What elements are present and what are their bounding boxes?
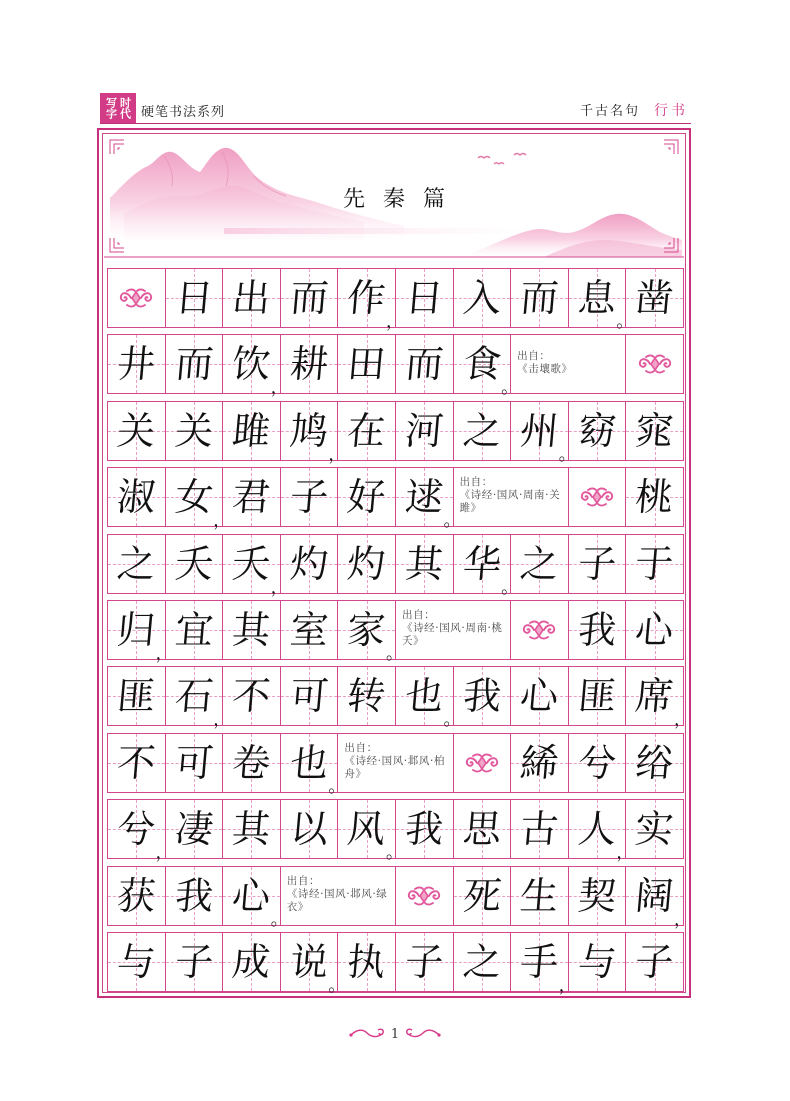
practice-cell [511, 933, 576, 996]
practice-character: 与 [576, 939, 618, 984]
series-title: 硬笔书法系列 [141, 105, 226, 120]
practice-character: 说 [288, 939, 331, 984]
practice-character: 日 [403, 276, 446, 320]
practice-character: 我 [403, 807, 446, 852]
practice-cell [396, 800, 454, 858]
practice-cell [626, 535, 684, 593]
source-reference: 《诗经·国风·周南·桃夭》 [401, 621, 503, 647]
practice-character: 田 [345, 342, 388, 387]
practice-character: 于 [633, 541, 676, 586]
section-title: 先秦篇 [342, 187, 463, 212]
practice-cell [511, 402, 576, 465]
book-title [580, 100, 688, 120]
practice-character: 灼 [288, 541, 331, 586]
practice-cell [166, 468, 231, 532]
practice-character: 灼 [345, 541, 388, 586]
practice-character: 绤 [633, 740, 676, 785]
practice-character: 石 [172, 674, 215, 719]
practice-cell [626, 734, 684, 792]
practice-character: 阔 [633, 873, 676, 918]
practice-character: 风 [345, 807, 388, 852]
practice-cell [108, 601, 173, 664]
practice-character: 其 [403, 541, 446, 586]
practice-cell [626, 867, 691, 930]
practice-character: 我 [172, 873, 215, 918]
practice-character: 其 [230, 807, 273, 852]
practice-character: 人 [576, 807, 618, 852]
practice-cell [281, 535, 339, 593]
punctuation-mark: 。 [443, 710, 461, 731]
practice-character: 思 [460, 807, 503, 852]
practice-row [107, 334, 684, 399]
practice-cell [281, 800, 339, 858]
practice-character: 子 [633, 939, 676, 984]
punctuation-mark: ， [673, 710, 691, 731]
practice-cell [223, 601, 281, 659]
practice-character: 州 [518, 408, 561, 453]
source-label: 出自： [517, 349, 551, 362]
practice-cell [223, 933, 281, 991]
source-note-cell [338, 734, 453, 792]
practice-character: 出 [230, 276, 273, 320]
practice-character: 以 [288, 807, 331, 852]
practice-cell [108, 335, 166, 393]
practice-character: 可 [288, 674, 331, 719]
practice-cell [166, 800, 224, 858]
practice-cell [338, 933, 396, 991]
practice-cell [626, 601, 684, 659]
ornament-cell [569, 468, 627, 526]
practice-cell [626, 667, 691, 731]
practice-character: 匪 [115, 674, 158, 719]
practice-cell [281, 269, 339, 327]
ornament-icon [405, 885, 443, 907]
punctuation-mark: ， [155, 843, 173, 864]
practice-character: 匪 [576, 674, 618, 719]
practice-cell [569, 734, 627, 792]
practice-cell [396, 335, 454, 393]
practice-character: 心 [230, 873, 273, 918]
practice-character: 也 [403, 674, 446, 719]
punctuation-mark: ， [270, 577, 288, 598]
practice-character: 鸠 [288, 408, 331, 453]
practice-character: 与 [115, 939, 158, 984]
source-reference: 《诗经·国风·周南·关雎》 [459, 489, 561, 515]
practice-cell [338, 468, 396, 526]
practice-cell [511, 867, 569, 925]
practice-character: 之 [115, 541, 158, 586]
practice-row [107, 799, 684, 864]
footer-swirl-right-icon [405, 1026, 443, 1042]
source-note [338, 734, 452, 792]
practice-cell [223, 867, 288, 930]
practice-character: 其 [230, 607, 273, 652]
practice-character: 死 [460, 873, 503, 918]
practice-character: 之 [518, 541, 561, 586]
practice-character: 子 [576, 541, 618, 586]
practice-cell [626, 468, 684, 526]
source-label: 出自： [459, 476, 493, 489]
practice-character: 女 [172, 475, 215, 520]
practice-cell [454, 933, 512, 991]
practice-character: 在 [345, 408, 388, 453]
practice-character: 井 [115, 342, 158, 387]
practice-cell [626, 269, 684, 327]
practice-cell [454, 667, 512, 725]
practice-cell [511, 800, 569, 858]
practice-character: 而 [518, 276, 561, 320]
practice-row [107, 467, 684, 532]
practice-cell [454, 535, 519, 598]
practice-cell [108, 667, 166, 725]
practice-character: 絺 [518, 740, 561, 785]
practice-cell [338, 800, 403, 864]
practice-cell [281, 601, 339, 659]
practice-cell [223, 667, 281, 725]
page-number: 1 [390, 1026, 400, 1042]
practice-cell [454, 402, 512, 460]
practice-cell [569, 269, 634, 332]
punctuation-mark: 。 [385, 843, 403, 864]
practice-cell [166, 601, 224, 659]
practice-cell [223, 800, 281, 858]
practice-cell [281, 335, 339, 393]
punctuation-mark: ， [673, 909, 691, 930]
practice-character: 而 [403, 342, 446, 387]
practice-character: 关 [172, 408, 215, 453]
practice-character: 入 [460, 276, 503, 320]
source-label: 出自： [286, 874, 321, 887]
practice-character: 华 [460, 541, 503, 586]
practice-character: 雎 [230, 408, 273, 453]
practice-character: 好 [345, 475, 388, 520]
punctuation-mark: ， [213, 511, 231, 532]
practice-row [107, 666, 691, 731]
source-note [396, 601, 510, 659]
practice-cell [569, 402, 627, 460]
source-label: 出自： [401, 608, 436, 621]
punctuation-mark: 。 [385, 643, 403, 664]
practice-cell [396, 933, 454, 991]
practice-character: 日 [172, 276, 215, 320]
practice-cell [338, 535, 396, 593]
practice-character: 兮 [115, 807, 158, 852]
practice-row [107, 401, 684, 465]
practice-cell [108, 734, 166, 792]
footer-swirl-left-icon [347, 1026, 385, 1042]
practice-cell [338, 667, 396, 725]
practice-cell [166, 269, 224, 327]
source-reference: 《诗经·国风·邶风·绿衣》 [286, 887, 388, 913]
logo-text-right: 时代 [118, 97, 132, 119]
practice-cell [454, 269, 512, 327]
practice-character: 作 [345, 276, 388, 320]
practice-cell [511, 667, 569, 725]
practice-cell [511, 734, 569, 792]
practice-row [107, 866, 691, 930]
ornament-cell [108, 269, 166, 327]
practice-grid [107, 268, 691, 998]
page-footer [340, 1024, 450, 1044]
practice-character: 生 [518, 873, 561, 918]
practice-cell [338, 601, 403, 664]
practice-character: 淑 [115, 475, 158, 520]
practice-row [107, 932, 684, 996]
practice-cell [108, 402, 166, 460]
source-note [281, 867, 395, 925]
practice-character: 桃 [633, 475, 676, 520]
practice-cell [281, 468, 339, 526]
practice-character: 凄 [172, 807, 215, 852]
header-rule [100, 123, 691, 124]
ornament-cell [511, 601, 569, 659]
ornament-cell [626, 335, 684, 393]
punctuation-mark: ， [328, 444, 346, 465]
practice-character: 窕 [633, 408, 676, 453]
practice-character: 夭 [230, 541, 273, 586]
practice-cell [281, 734, 346, 797]
practice-character: 饮 [230, 342, 273, 387]
source-reference: 《击壤歌》 [517, 362, 573, 375]
punctuation-mark: ， [155, 643, 173, 664]
practice-character: 契 [576, 873, 618, 918]
practice-character: 窈 [576, 408, 618, 453]
punctuation-mark: 。 [328, 776, 346, 797]
punctuation-mark: ， [616, 843, 634, 864]
book-name: 千古名句 [580, 104, 641, 119]
practice-cell [569, 667, 627, 725]
practice-character: 子 [403, 939, 446, 984]
practice-cell [166, 402, 224, 460]
practice-cell [396, 468, 461, 532]
practice-cell [223, 734, 281, 792]
practice-row [107, 733, 684, 797]
practice-character: 获 [115, 873, 158, 918]
practice-character: 夭 [172, 541, 215, 586]
practice-character: 古 [518, 807, 561, 852]
practice-row [107, 534, 684, 598]
practice-cell [626, 402, 684, 460]
ornament-icon [636, 353, 674, 375]
script-style: 行书 [654, 103, 689, 119]
practice-cell [166, 933, 224, 991]
practice-cell [223, 269, 281, 327]
practice-cell [569, 867, 627, 925]
practice-character: 卷 [230, 740, 273, 785]
practice-character: 转 [345, 674, 388, 719]
ornament-icon [520, 619, 558, 641]
source-note [454, 468, 568, 526]
practice-cell [569, 933, 627, 991]
practice-cell [108, 867, 166, 925]
practice-cell [626, 800, 684, 858]
ornament-cell [396, 867, 454, 925]
logo-text-left: 写字 [104, 97, 118, 119]
practice-character: 之 [460, 939, 503, 984]
practice-character: 君 [230, 475, 273, 520]
practice-cell [223, 402, 281, 460]
practice-cell [511, 269, 569, 327]
practice-character: 实 [633, 807, 676, 852]
practice-cell [108, 800, 173, 864]
practice-character: 执 [345, 939, 388, 984]
practice-cell [396, 402, 454, 460]
ornament-cell [454, 734, 512, 792]
practice-cell [281, 402, 346, 465]
practice-character: 子 [288, 475, 331, 520]
practice-character: 耕 [288, 342, 331, 387]
practice-character: 兮 [576, 740, 618, 785]
practice-cell [108, 468, 166, 526]
practice-cell [166, 867, 224, 925]
practice-character: 手 [518, 939, 561, 984]
source-note-cell [511, 335, 626, 393]
practice-cell [166, 335, 224, 393]
practice-cell [166, 667, 231, 731]
practice-character: 也 [288, 740, 331, 785]
practice-row [107, 268, 684, 332]
practice-character: 而 [288, 276, 331, 320]
punctuation-mark: 。 [558, 444, 576, 465]
practice-cell [511, 535, 569, 593]
practice-character: 息 [576, 276, 618, 320]
punctuation-mark: ， [270, 378, 288, 399]
series-logo [100, 93, 136, 123]
punctuation-mark: 。 [501, 577, 519, 598]
practice-cell [166, 734, 224, 792]
practice-row [107, 600, 684, 664]
punctuation-mark: 。 [501, 378, 519, 399]
practice-character: 子 [172, 939, 215, 984]
practice-cell [281, 667, 339, 725]
practice-character: 席 [633, 674, 676, 719]
punctuation-mark: ， [213, 710, 231, 731]
punctuation-mark: ， [558, 975, 576, 996]
practice-cell [338, 269, 403, 332]
practice-character: 家 [345, 607, 388, 652]
practice-cell [108, 535, 166, 593]
practice-cell [454, 800, 512, 858]
practice-character: 我 [460, 674, 503, 719]
practice-cell [281, 933, 346, 996]
practice-character: 河 [403, 408, 446, 453]
practice-cell [569, 601, 627, 659]
practice-character: 室 [288, 607, 331, 652]
practice-cell [338, 402, 396, 460]
practice-character: 不 [115, 740, 158, 785]
practice-character: 归 [115, 607, 158, 652]
practice-cell [569, 800, 634, 864]
practice-character: 心 [518, 674, 561, 719]
practice-cell [396, 667, 461, 731]
punctuation-mark: 。 [616, 312, 634, 332]
practice-character: 我 [576, 607, 618, 652]
source-reference: 《诗经·国风·邶风·柏舟》 [344, 754, 445, 780]
ornament-icon [117, 287, 155, 309]
practice-cell [626, 933, 684, 991]
practice-character: 凿 [633, 276, 676, 320]
practice-cell [569, 535, 627, 593]
practice-character: 宜 [172, 607, 215, 652]
punctuation-mark: 。 [270, 909, 288, 930]
practice-character: 而 [172, 342, 215, 387]
punctuation-mark: 。 [328, 975, 346, 996]
source-note-cell [454, 468, 569, 526]
ornament-icon [578, 486, 616, 508]
practice-character: 可 [172, 740, 215, 785]
practice-character: 食 [460, 342, 503, 387]
practice-character: 心 [633, 607, 676, 652]
practice-cell [223, 335, 288, 399]
practice-character: 不 [230, 674, 273, 719]
practice-cell [166, 535, 224, 593]
source-note [511, 335, 625, 393]
source-note-cell [281, 867, 396, 925]
practice-character: 之 [460, 408, 503, 453]
practice-cell [454, 335, 519, 399]
practice-character: 成 [230, 939, 273, 984]
practice-cell [223, 468, 281, 526]
source-label: 出自： [344, 741, 378, 754]
practice-cell [223, 535, 288, 598]
practice-cell [108, 933, 166, 991]
practice-character: 逑 [403, 475, 446, 520]
ornament-icon [463, 752, 501, 774]
practice-cell [396, 269, 454, 327]
practice-character: 关 [115, 408, 158, 453]
punctuation-mark: ， [385, 312, 403, 332]
practice-cell [396, 535, 454, 593]
practice-cell [338, 335, 396, 393]
practice-cell [454, 867, 512, 925]
punctuation-mark: 。 [443, 511, 461, 532]
source-note-cell [396, 601, 511, 659]
